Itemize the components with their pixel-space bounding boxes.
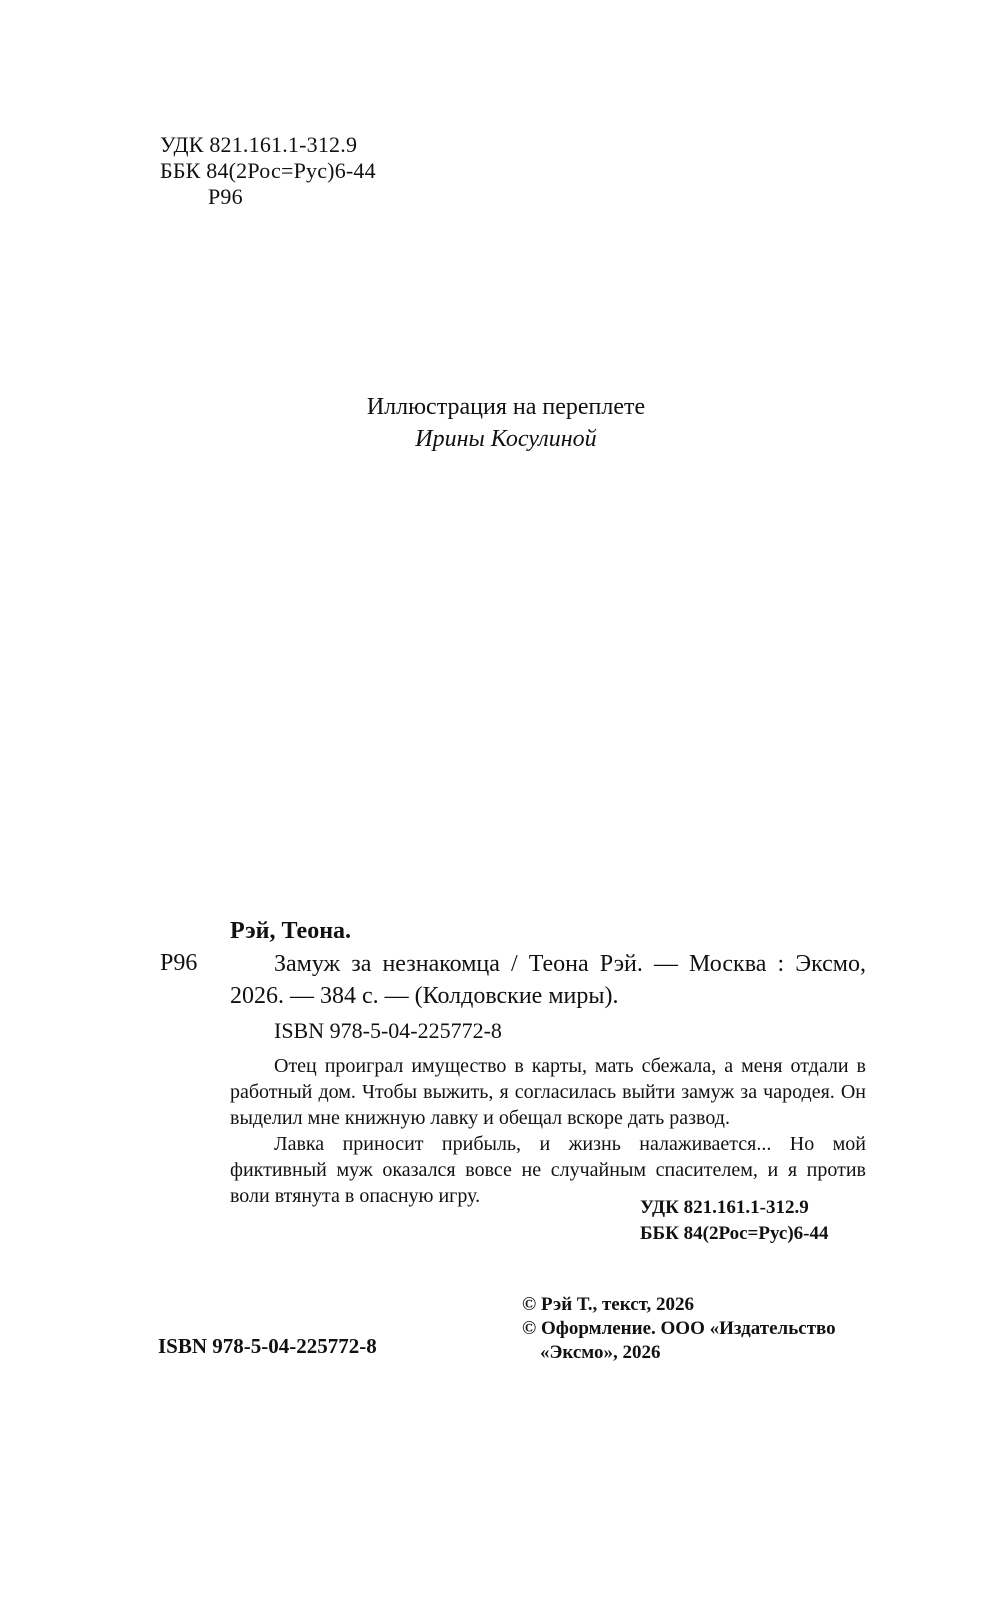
udk-code-record: УДК 821.161.1-312.9 xyxy=(640,1197,809,1218)
bbk-code-top: ББК 84(2Рос=Рус)6-44 xyxy=(160,158,376,183)
illustration-credit-artist: Ирины Косулиной xyxy=(415,426,597,452)
record-isbn: ISBN 978-5-04-225772-8 xyxy=(274,1018,502,1043)
udk-code-top: УДК 821.161.1-312.9 xyxy=(160,132,358,157)
copyright-design-line-1: © Оформление. ООО «Издательство xyxy=(522,1318,836,1339)
record-author-mark: Р96 xyxy=(160,950,198,976)
copyright-design-line-2: «Эксмо», 2026 xyxy=(540,1342,661,1363)
record-author: Рэй, Теона. xyxy=(230,918,352,944)
illustration-credit-title: Иллюстрация на переплете xyxy=(366,394,646,420)
bbk-code-record: ББК 84(2Рос=Рус)6-44 xyxy=(640,1223,829,1244)
annotation-paragraph-2: Лавка приносит прибыль, и жизнь налаживается... Но мой фиктивный муж оказался вовсе не случайным спасителем, и я против воли втянута в опасную игру. xyxy=(230,1133,866,1207)
isbn-footer: ISBN 978-5-04-225772-8 xyxy=(158,1334,377,1358)
author-mark-top: Р96 xyxy=(208,184,243,209)
annotation-paragraph-1: Отец проиграл имущество в карты, мать сбежала, а меня отдали в работный дом. Чтобы выжить, я согласилась выйти замуж за чародея. Он выделил мне книжную лавку и обещал вскоре дать развод. xyxy=(230,1055,866,1129)
record-description: Замуж за незнакомца / Теона Рэй. — Москва : Эксмо, 2026. — 384 с. — (Колдовские миры). xyxy=(230,951,866,1009)
copyright-text: © Рэй Т., текст, 2026 xyxy=(522,1294,695,1315)
